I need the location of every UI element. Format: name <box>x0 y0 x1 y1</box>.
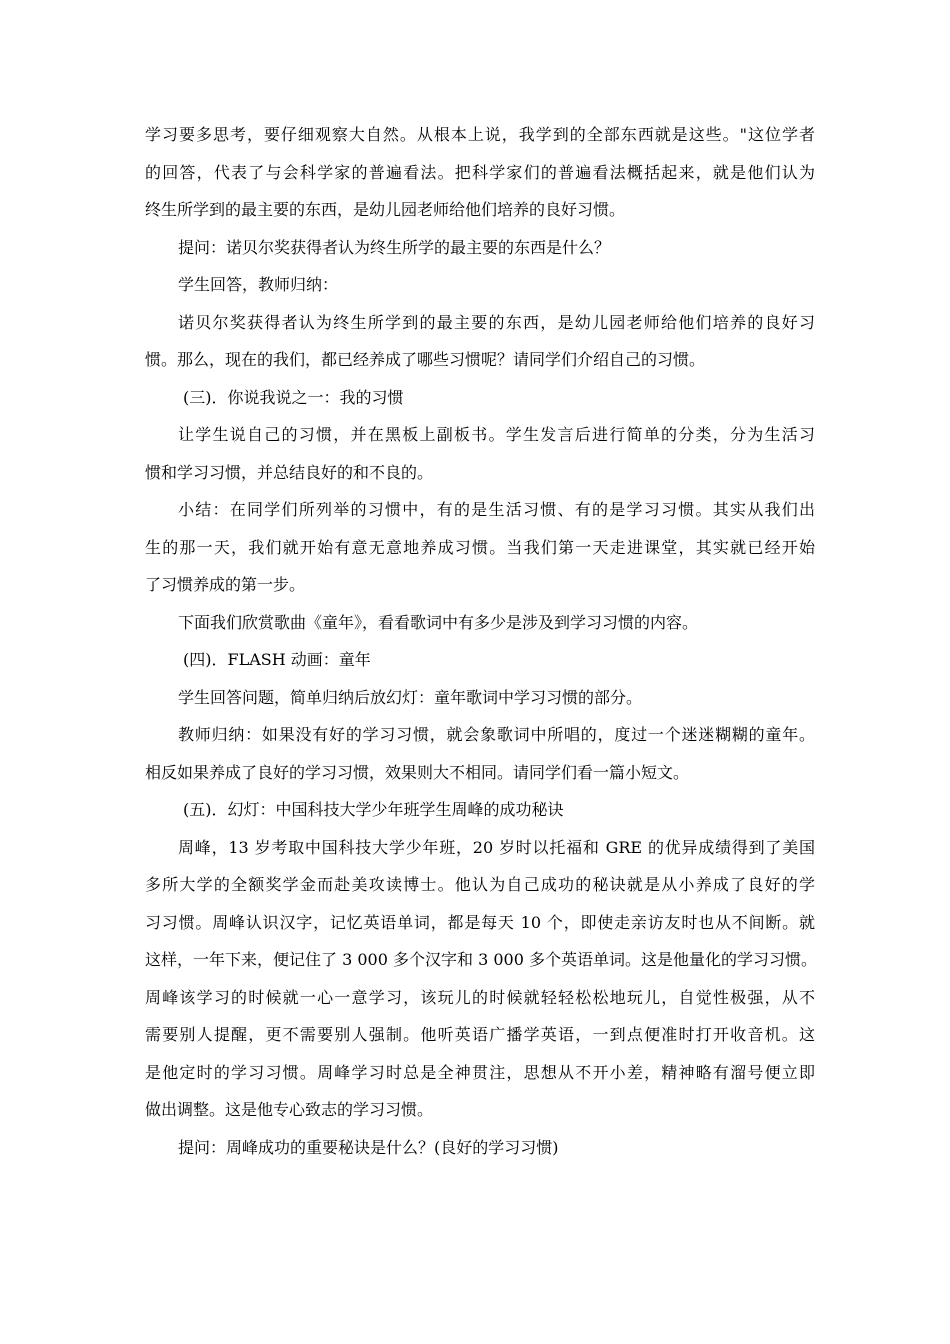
text-line: 教师归纳：如果没有好的学习习惯，就会象歌词中所唱的，度过一个迷迷糊糊的童年。 <box>178 725 815 744</box>
text-line: 习习惯。周峰认识汉字，记忆英语单词，都是每天 10 个，即使走亲访友时也从不间断。就 <box>145 912 815 932</box>
text-line: 了习惯养成的第一步。 <box>145 575 306 594</box>
text-line: 生的那一天，我们就开始有意无意地养成习惯。当我们第一天走进课堂，其实就已经开始 <box>145 537 815 557</box>
text-line: 多所大学的全额奖学金而赴美攻读博士。他认为自己成功的秘诀就是从小养成了良好的学 <box>145 875 815 894</box>
text-line: 诺贝尔奖获得者认为终生所学到的最主要的东西，是幼儿园老师给他们培养的良好习 <box>178 312 815 332</box>
text-line: (五)．幻灯：中国科技大学少年班学生周峰的成功秘诀 <box>183 800 564 819</box>
text-line: 惯。那么，现在的我们，都已经养成了哪些习惯呢？请同学们介绍自己的习惯。 <box>145 350 706 369</box>
text-line: (四)．FLASH 动画：童年 <box>183 650 371 669</box>
text-line: 学生回答问题，简单归纳后放幻灯：童年歌词中学习习惯的部分。 <box>178 687 643 707</box>
text-line: 提问：周峰成功的重要秘诀是什么？(良好的学习习惯) <box>178 1137 559 1157</box>
text-line: 这样，一年下来，便记住了 3 000 多个汉字和 3 000 多个英语单词。这是他量化的学习习惯。 <box>145 950 817 969</box>
text-line: 下面我们欣赏歌曲《童年》，看看歌词中有多少是涉及到学习习惯的内容。 <box>178 612 699 632</box>
text-line: 相反如果养成了良好的学习习惯，效果则大不相同。请同学们看一篇小短文。 <box>145 762 690 782</box>
text-line: 学生回答，教师归纳： <box>178 275 339 294</box>
text-line: 周峰该学习的时候就一心一意学习，该玩儿的时候就轻轻松松地玩儿，自觉性极强，从不 <box>145 987 815 1007</box>
text-line: 让学生说自己的习惯，并在黑板上副板书。学生发言后进行简单的分类，分为生活习 <box>178 425 815 444</box>
text-line: 需要别人提醒，更不需要别人强制。他听英语广播学英语，一到点便准时打开收音机。这 <box>145 1025 815 1044</box>
text-line: 终生所学到的最主要的东西，是幼儿园老师给他们培养的良好习惯。 <box>145 200 626 219</box>
text-line: 的回答，代表了与会科学家的普遍看法。把科学家们的普遍看法概括起来，就是他们认为 <box>145 162 815 182</box>
text-line: 周峰，13 岁考取中国科技大学少年班，20 岁时以托福和 GRE 的优异成绩得到了美国 <box>178 837 815 857</box>
text-line: 学习要多思考，要仔细观察大自然。从根本上说，我学到的全部东西就是这些。"这位学者 <box>145 125 815 144</box>
text-line: 做出调整。这是他专心致志的学习习惯。 <box>145 1100 434 1119</box>
text-line: 惯和学习习惯，并总结良好的和不良的。 <box>145 462 434 482</box>
text-line: (三)．你说我说之一：我的习惯 <box>183 387 404 407</box>
text-line: 小结：在同学们所列举的习惯中，有的是生活习惯、有的是学习习惯。其实从我们出 <box>178 500 815 519</box>
text-line: 是他定时的学习习惯。周峰学习时总是全神贯注，思想从不开小差，精神略有溜号便立即 <box>145 1062 815 1082</box>
body-text <box>145 116 815 1166</box>
text-line: 提问：诺贝尔奖获得者认为终生所学的最主要的东西是什么？ <box>178 237 611 257</box>
